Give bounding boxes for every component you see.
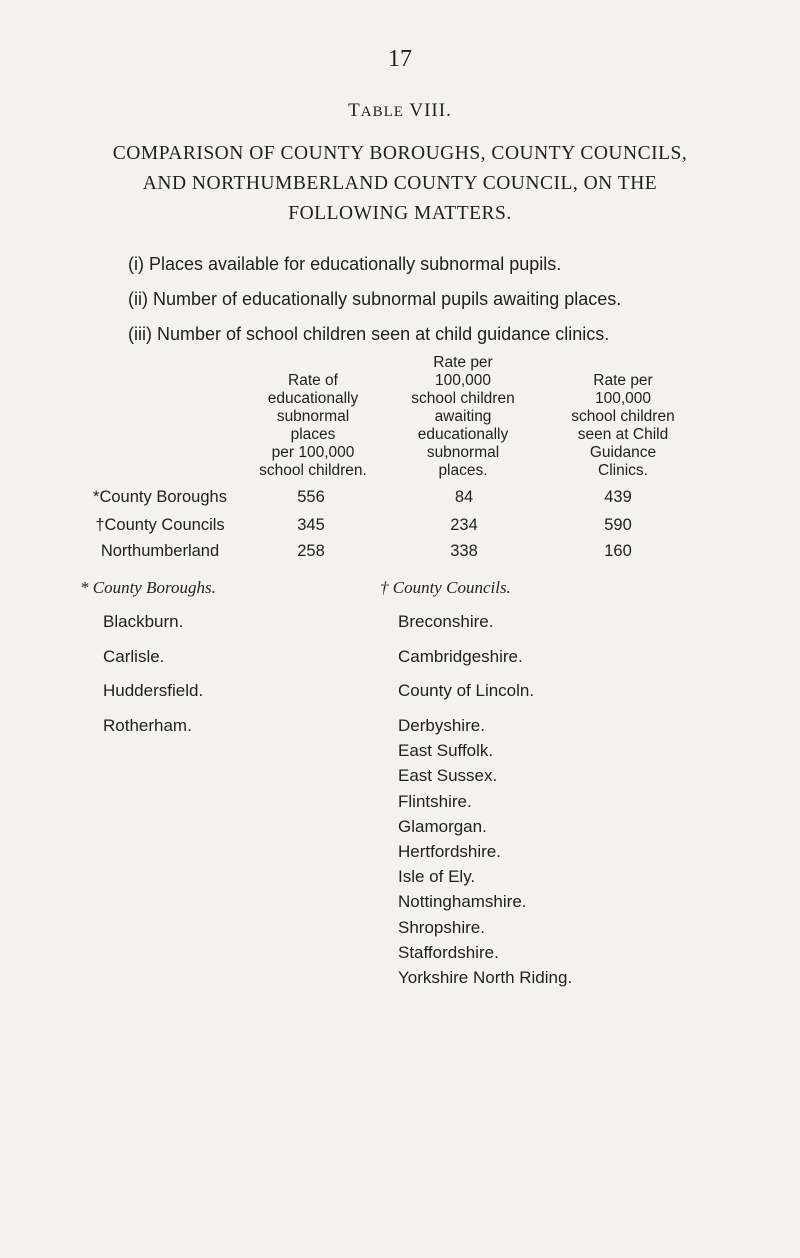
- matter-item-2: (ii) Number of educationally subnormal pupils awaiting places.: [128, 289, 622, 309]
- column-header-2-line: places.: [438, 462, 488, 479]
- column-header-3-line: school children: [571, 408, 675, 425]
- column-header-2-line: awaiting: [434, 408, 492, 425]
- cell-value: 234: [450, 516, 478, 534]
- column-header-1-line: places: [290, 426, 336, 443]
- column-header-2-line: Rate per: [433, 354, 493, 371]
- column-header-1-line: educationally: [267, 390, 359, 407]
- column-header-1: [228, 372, 398, 480]
- column-header-3-line: seen at Child: [577, 426, 669, 443]
- column-header-3-line: 100,000: [594, 390, 652, 407]
- dagger-mark: †: [380, 578, 389, 597]
- table-label-number: VIII.: [409, 100, 452, 121]
- column-header-1-line: per 100,000: [271, 444, 355, 461]
- list-item: Cambridgeshire.: [398, 647, 523, 666]
- row-label: *County Boroughs: [93, 488, 227, 506]
- asterisk-mark: *: [80, 578, 89, 597]
- row-label: Northumberland: [100, 542, 220, 560]
- boroughs-heading: [80, 578, 216, 598]
- cell-value: 556: [297, 488, 325, 506]
- list-item: Shropshire.: [398, 918, 485, 937]
- column-header-2-line: school children: [411, 390, 515, 407]
- list-item: Staffordshire.: [398, 943, 499, 962]
- column-header-3-line: Rate per: [593, 372, 653, 389]
- page-number: 17: [388, 46, 412, 72]
- list-item: Blackburn.: [103, 612, 184, 631]
- list-item: Glamorgan.: [398, 817, 487, 836]
- list-item: Flintshire.: [398, 792, 472, 811]
- heading-line-2: AND NORTHUMBERLAND COUNTY COUNCIL, ON THE: [142, 173, 658, 194]
- column-header-1-line: subnormal: [276, 408, 350, 425]
- cell-value: 338: [450, 542, 478, 560]
- table-label-rest: ABLE: [360, 104, 404, 120]
- cell-value: 258: [297, 542, 325, 560]
- column-header-1-line: school children.: [259, 462, 367, 479]
- list-item: Breconshire.: [398, 612, 494, 631]
- list-item: Huddersfield.: [103, 681, 204, 700]
- list-item: Derbyshire.: [398, 716, 485, 735]
- heading-line-3: FOLLOWING MATTERS.: [288, 203, 512, 224]
- matter-item-1: (i) Places available for educationally subnormal pupils.: [128, 254, 562, 274]
- cell-value: 439: [604, 488, 632, 506]
- column-header-2-line: educationally: [417, 426, 509, 443]
- cell-value: 160: [604, 542, 632, 560]
- councils-heading-text: County Councils.: [392, 578, 511, 597]
- list-item: County of Lincoln.: [398, 681, 535, 700]
- matter-item-3: (iii) Number of school children seen at child guidance clinics.: [128, 324, 610, 344]
- heading-line-1: COMPARISON OF COUNTY BOROUGHS, COUNTY COUNCILS,: [112, 143, 688, 164]
- column-header-2: [378, 354, 548, 480]
- column-header-2-line: 100,000: [434, 372, 492, 389]
- list-item: Yorkshire North Riding.: [398, 968, 573, 987]
- row-label: †County Councils: [95, 516, 225, 534]
- list-item: Rotherham.: [103, 716, 192, 735]
- column-header-3-line: Guidance: [589, 444, 657, 461]
- table-label-initial: T: [348, 100, 361, 121]
- column-header-1-line: Rate of: [288, 372, 338, 389]
- boroughs-heading-text: County Boroughs.: [92, 578, 216, 597]
- column-header-3: [533, 372, 713, 480]
- list-item: East Suffolk.: [398, 741, 494, 760]
- cell-value: 345: [297, 516, 325, 534]
- table-label: [0, 100, 800, 122]
- list-item: East Sussex.: [398, 766, 498, 785]
- list-item: Nottinghamshire.: [398, 892, 527, 911]
- column-header-3-line: Clinics.: [598, 462, 648, 479]
- cell-value: 84: [454, 488, 474, 506]
- list-item: Isle of Ely.: [398, 867, 476, 886]
- list-item: Carlisle.: [103, 647, 165, 666]
- cell-value: 590: [604, 516, 632, 534]
- column-header-2-line: subnormal: [426, 444, 500, 461]
- councils-heading: [380, 578, 511, 598]
- list-item: Hertfordshire.: [398, 842, 501, 861]
